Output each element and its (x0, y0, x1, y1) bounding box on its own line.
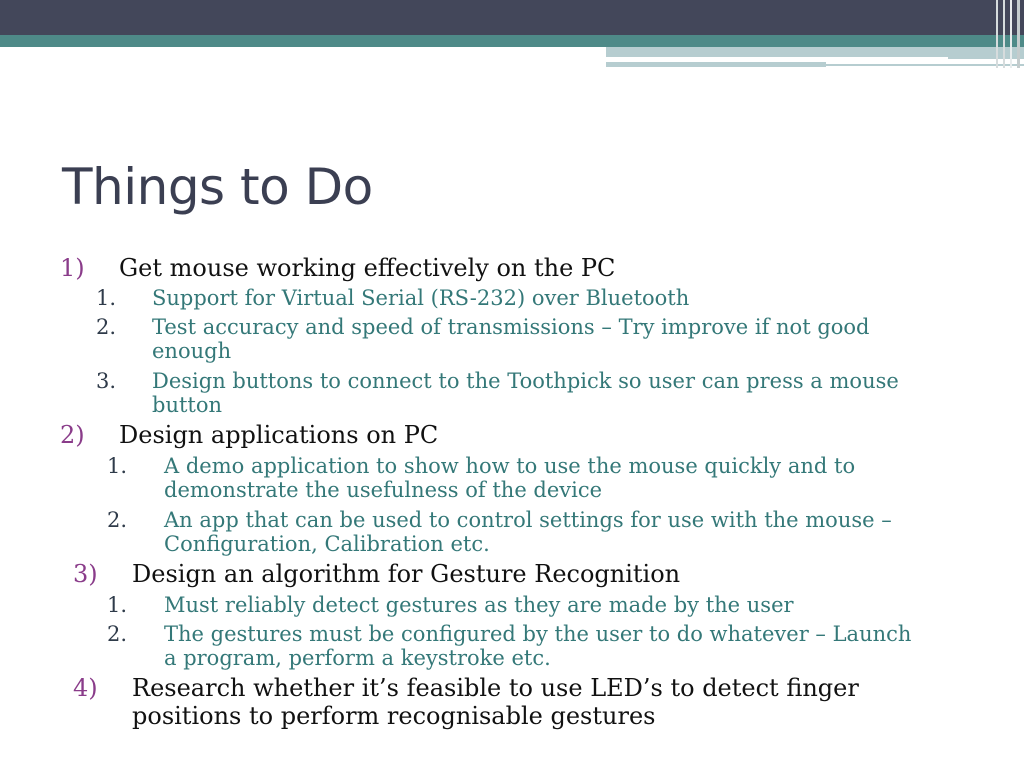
sub-item-number: 3. (96, 369, 117, 393)
sub-item-text-continued: demonstrate the usefulness of the device (164, 478, 603, 502)
sub-item-text-continued: button (152, 393, 223, 417)
header-band-line (826, 64, 1024, 66)
header-vertical-line (1017, 0, 1020, 68)
header-vertical-line (1010, 0, 1012, 68)
header-vertical-line (996, 0, 998, 68)
header-band-dark (0, 0, 1024, 35)
list-item-text-continued: positions to perform recognisable gestures (132, 702, 656, 730)
header-vertical-line (1003, 0, 1005, 68)
sub-item-number: 2. (107, 508, 128, 532)
header-band-teal (0, 35, 1024, 47)
sub-item-text: A demo application to show how to use the mouse quickly and to (164, 454, 856, 478)
list-item-text: Design applications on PC (119, 421, 439, 449)
slide-title: Things to Do (62, 158, 373, 216)
sub-item-text-continued: enough (152, 339, 232, 363)
sub-item-text: Must reliably detect gestures as they are made by the user (164, 593, 794, 617)
header-band-light-thin (606, 62, 826, 67)
sub-item-number: 1. (96, 286, 117, 310)
list-item-number: 4) (73, 674, 98, 702)
list-item-text: Design an algorithm for Gesture Recognition (132, 560, 681, 588)
list-item-number: 3) (73, 560, 98, 588)
sub-item-number: 1. (107, 454, 128, 478)
sub-item-text: Design buttons to connect to the Toothpick so user can press a mouse (152, 369, 899, 393)
sub-item-text: An app that can be used to control settings for use with the mouse – (164, 508, 892, 532)
list-item-number: 1) (60, 254, 85, 282)
sub-item-text: Support for Virtual Serial (RS-232) over Bluetooth (152, 286, 690, 310)
sub-item-text: The gestures must be configured by the user to do whatever – Launch (164, 622, 912, 646)
sub-item-text: Test accuracy and speed of transmissions – Try improve if not good (152, 315, 870, 339)
sub-item-number: 2. (96, 315, 117, 339)
list-item-text: Research whether it’s feasible to use LED’s to detect finger (132, 674, 859, 702)
header-band-divider (606, 57, 948, 60)
sub-item-text-continued: Configuration, Calibration etc. (164, 532, 490, 556)
sub-item-number: 2. (107, 622, 128, 646)
list-item-text: Get mouse working effectively on the PC (119, 254, 616, 282)
list-item-number: 2) (60, 421, 85, 449)
sub-item-text-continued: a program, perform a keystroke etc. (164, 646, 551, 670)
sub-item-number: 1. (107, 593, 128, 617)
